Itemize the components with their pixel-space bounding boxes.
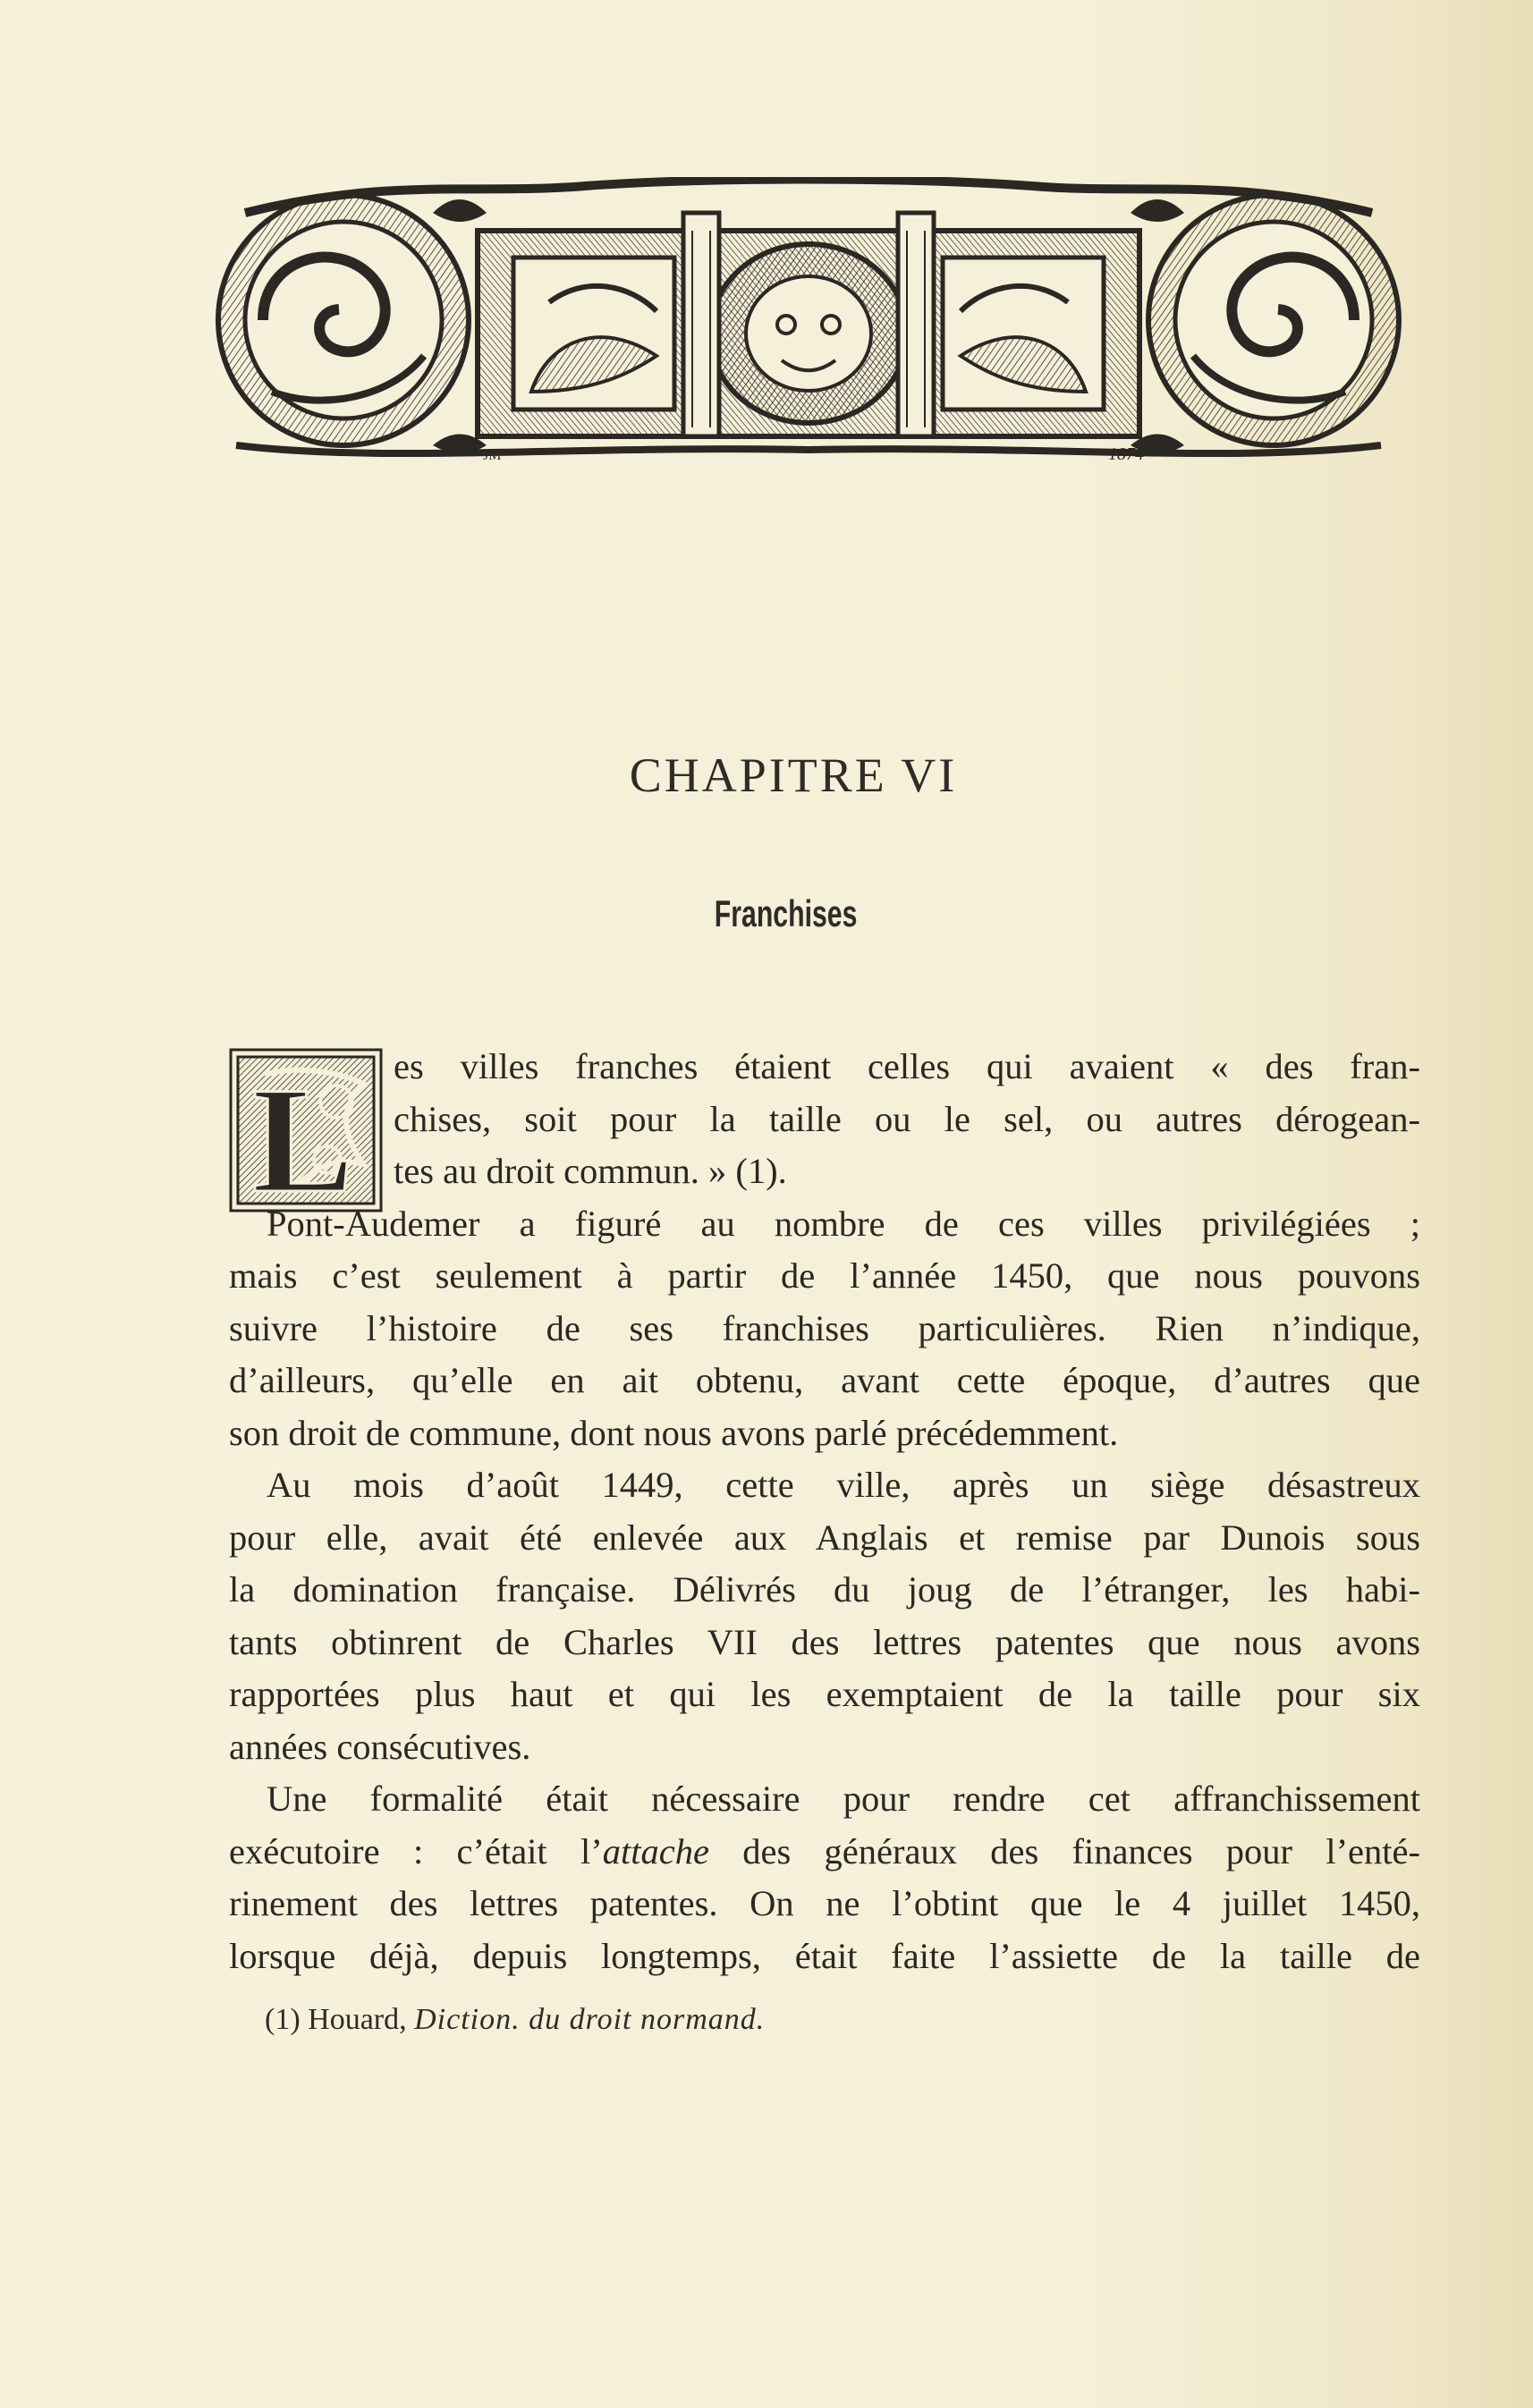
text-line: Pont-Audemer a figuré au nombre de ces villes privilégiées ; [267,1203,1420,1244]
text-line: rapportées plus haut et qui les exemptaient de la taille pour six [229,1674,1420,1714]
text-line: es villes franches étaient celles qui avaient « des fran- [394,1046,1420,1086]
text-line: la domination française. Délivrés du joug de l’étranger, les habi- [229,1569,1420,1610]
text-line: chises, soit pour la taille ou le sel, ou autres dérogean- [394,1098,1420,1139]
headpiece-engraving [209,177,1408,470]
section-title: Franchises [714,892,858,934]
footnote-marker: (1) Houard, [265,2003,415,2036]
text-line: son droit de commune, dont nous avons parlé précédemment. [229,1412,1119,1453]
text-line: mais c’est seulement à partir de l’année 1450, que nous pouvons [229,1255,1420,1296]
text-fragment: des généraux des finances pour l’enté- [708,1830,1420,1871]
text-line: lorsque déjà, depuis longtemps, était faite l’assiette de la taille de [229,1935,1420,1976]
dropcap-letter: L [252,1056,354,1212]
text-line: années consécutives. [229,1726,531,1767]
ornamental-headpiece [209,177,1408,470]
text-line: Une formalité était nécessaire pour rendre cet affranchissement [267,1779,1420,1819]
chapter-title: CHAPITRE VI [629,748,958,802]
footnote-source: Diction. du droit normand. [414,2003,766,2036]
headpiece-monogram: JM [483,448,502,463]
text-line-italic [229,1826,1420,1879]
text-line: pour elle, avait été enlevée aux Anglais et remise par Dunois sous [229,1517,1420,1558]
text-line: d’ailleurs, qu’elle en ait obtenu, avant cette époque, d’autres que [229,1360,1420,1400]
text-line: rinement des lettres patentes. On ne l’obtint que le 4 juillet 1450, [229,1883,1420,1923]
text-line: suivre l’histoire de ses franchises particulières. Rien n’indique, [229,1307,1420,1348]
italic-term: attache [602,1830,709,1871]
text-line: Au mois d’août 1449, cette ville, après un siège désastreux [267,1465,1420,1505]
headpiece-date: 1874 [1108,444,1144,464]
text-fragment: exécutoire : c’était l’ [229,1830,603,1871]
footnote [265,2003,765,2037]
text-line: tants obtinrent de Charles VII des lettres patentes que nous avons [229,1621,1420,1662]
text-line: tes au droit commun. » (1). [394,1151,787,1191]
body-text [229,1041,1420,1982]
